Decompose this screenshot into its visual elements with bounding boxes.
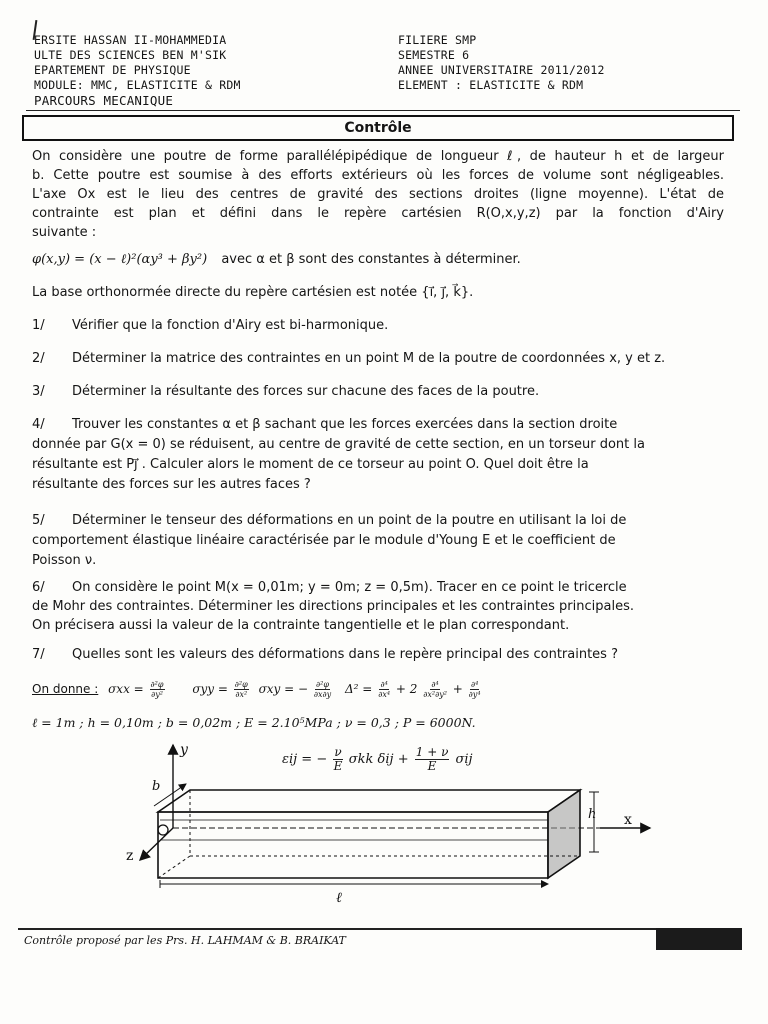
origin-marker: [158, 825, 168, 835]
intro-line-2: b. Cette poutre est soumise à des efforts extérieurs où les forces de volume sont négligeables.: [32, 168, 724, 183]
airy-formula: φ(x,y) = (x − ℓ)²(αy³ + βy²): [32, 252, 208, 267]
question-2-text: Déterminer la matrice des contraintes en un point M de la poutre de coordonnées x, y et z.: [72, 351, 666, 366]
airy-text: avec α et β sont des constantes à déterminer.: [221, 252, 521, 267]
question-4-text-3: résultante est Pj⃗ . Calculer alors le moment de ce torseur au point O. Quel doit être la: [32, 457, 589, 472]
bilaplacian-label: Δ² =: [345, 682, 373, 696]
header-department: EPARTEMENT DE PHYSIQUE: [34, 63, 191, 77]
question-4-text-4: résultante des forces sur les autres faces ?: [32, 477, 311, 492]
header-parcours: PARCOURS MECANIQUE: [34, 93, 174, 108]
hooke-mid: σkk δij +: [348, 752, 409, 767]
intro-line-3: L'axe Ox est le lieu des centres de gravité des sections droites (ligne moyenne). L'état de: [32, 187, 724, 202]
intro-line-5: suivante :: [32, 225, 97, 240]
page-title: Contrôle: [344, 120, 412, 136]
intro-line-1: On considère une poutre de forme parallélépipédique de longueur ℓ, de hauteur h et de largeur: [32, 149, 724, 164]
intro-line-4: contrainte est plan et défini dans le repère cartésien R(O,x,y,z) par la fonction d'Airy: [32, 206, 724, 221]
hooke-fraction-2: $\frac{1 + \nu}{E}$: [415, 745, 449, 773]
question-4-text-2: donnée par G(x = 0) se réduisent, au centre de gravité de cette section, en un torseur dont la: [32, 437, 645, 452]
z-axis-label: z: [126, 848, 134, 864]
sigma-xy-fraction: $\frac{\text{∂²φ}}{\partial x\partial y}$: [313, 680, 332, 699]
given-formulas: On donne : σxx = $\frac{\text{∂²φ}}{\text{∂y²}}$ σyy = $\frac{\text{∂²φ}}{\text{∂x²}}$ σxy = − $\frac{\text{∂²φ}}{\partial x\partial y}$ Δ² = $\frac{\text{∂⁴}}{\text{∂x⁴}}$ + 2 $\frac{\text{∂⁴}}{\text{∂x²∂y²}}$ + $\frac{\text{∂⁴}}{\text{∂y⁴}}$: [32, 680, 481, 699]
question-6-number: 6/: [32, 580, 45, 595]
question-6-text-2: de Mohr des contraintes. Déterminer les directions principales et les contraintes principales.: [32, 599, 634, 614]
given-label: On donne :: [32, 682, 99, 696]
x-axis-label: x: [624, 812, 632, 828]
question-2-number: 2/: [32, 351, 45, 366]
sigma-xx-label: σxx =: [108, 682, 144, 696]
l-label: ℓ: [336, 890, 342, 906]
question-6-text-3: On précisera aussi la valeur de la contrainte tangentielle et le plan correspondant.: [32, 618, 570, 633]
basis-line: La base orthonormée directe du repère cartésien est notée {i⃗, j⃗, k⃗}.: [32, 285, 474, 300]
bilaplacian-term-2: $\frac{\text{∂⁴}}{\text{∂x²∂y²}}$: [423, 680, 447, 699]
question-6-text-1: On considère le point M(x = 0,01m; y = 0m; z = 0,5m). Tracer en ce point le tricercle: [72, 580, 627, 595]
question-5-number: 5/: [32, 513, 45, 528]
question-7-text: Quelles sont les valeurs des déformations dans le repère principal des contraintes ?: [72, 647, 618, 662]
beam: [158, 790, 580, 878]
bilaplacian-term-1: $\frac{\text{∂⁴}}{\text{∂x⁴}}$: [378, 680, 391, 699]
footer-rule: [18, 928, 740, 930]
sigma-xy-label: σxy = −: [258, 682, 309, 696]
hooke-rhs: σij: [455, 752, 473, 767]
b-label: b: [152, 779, 161, 794]
bilaplacian-term-3: $\frac{\text{∂⁴}}{\text{∂y⁴}}$: [468, 680, 481, 699]
footer-dark-block: [656, 928, 742, 950]
h-label: h: [588, 807, 597, 822]
y-axis-label: y: [180, 742, 188, 758]
question-4-number: 4/: [32, 417, 45, 432]
question-1-text: Vérifier que la fonction d'Airy est bi-harmonique.: [72, 318, 389, 333]
question-1-number: 1/: [32, 318, 45, 333]
question-5-text-3: Poisson ν.: [32, 553, 97, 568]
given-values: ℓ = 1m ; h = 0,10m ; b = 0,02m ; E = 2.10⁵MPa ; ν = 0,3 ; P = 6000N.: [32, 715, 476, 730]
question-4-text-1: Trouver les constantes α et β sachant que les forces exercées dans la section droite: [72, 417, 618, 432]
header-module: MODULE: MMC, ELASTICITE & RDM: [34, 78, 241, 92]
question-7-number: 7/: [32, 647, 45, 662]
sigma-xx-fraction: $\frac{\text{∂²φ}}{\text{∂y²}}$: [150, 680, 164, 699]
question-3-text: Déterminer la résultante des forces sur chacune des faces de la poutre.: [72, 384, 540, 399]
header-annee: ANNEE UNIVERSITAIRE 2011/2012: [398, 63, 605, 77]
header-filiere: FILIERE SMP: [398, 33, 477, 47]
sigma-yy-fraction: $\frac{\text{∂²φ}}{\text{∂x²}}$: [234, 680, 248, 699]
sigma-yy-label: σyy =: [192, 682, 228, 696]
header-faculty: ULTE DES SCIENCES BEN M'SIK: [34, 48, 227, 62]
question-5-text-1: Déterminer le tenseur des déformations en un point de la poutre en utilisant la loi de: [72, 513, 627, 528]
z-axis: [140, 828, 173, 860]
question-3-number: 3/: [32, 384, 45, 399]
header-element: ELEMENT : ELASTICITE & RDM: [398, 78, 584, 92]
footer-credit: Contrôle proposé par les Prs. H. LAHMAM & B. BRAIKAT: [24, 934, 346, 947]
header-university: ERSITE HASSAN II-MOHAMMEDIA: [34, 33, 227, 47]
header-semestre: SEMESTRE 6: [398, 48, 470, 62]
question-5-text-2: comportement élastique linéaire caractérisée par le module d'Young E et le coefficient de: [32, 533, 616, 548]
hooke-fraction-1: $\frac{\nu}{E}$: [333, 745, 343, 773]
hooke-lhs: εij = −: [282, 752, 328, 767]
